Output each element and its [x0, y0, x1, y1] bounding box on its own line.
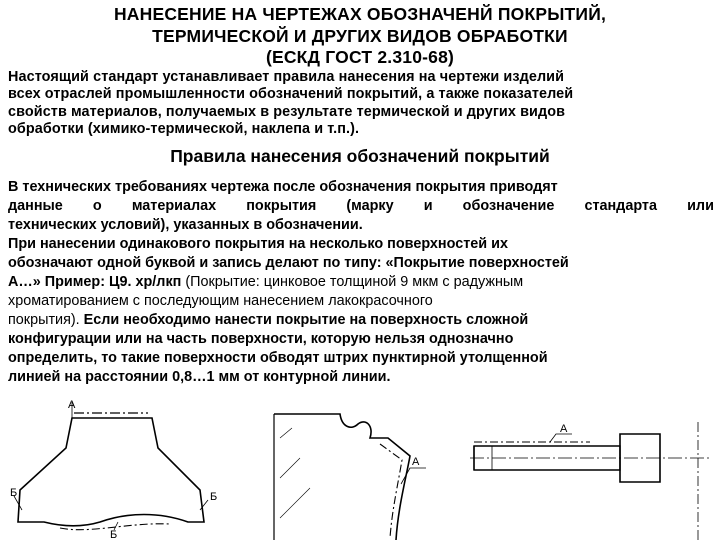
- body-line-10: определить, то такие поверхности обводят штрих пунктирной утолщенной: [8, 350, 548, 366]
- drawing-part-left: [0, 398, 240, 540]
- label-b-left: Б: [10, 487, 18, 499]
- section-heading: Правила нанесения обозначений покрытий: [170, 146, 550, 166]
- drawing-bolt-right: [470, 398, 720, 540]
- body-line-2-justified: [8, 197, 714, 216]
- body-line-3: технических условий), указанных в обозначении.: [8, 217, 363, 233]
- word: покрытия: [246, 198, 317, 214]
- label-a: А: [68, 399, 76, 411]
- title-line-2: ТЕРМИЧЕСКОЙ И ДРУГИХ ВИДОВ ОБРАБОТКИ: [152, 25, 568, 46]
- word: и: [423, 198, 433, 214]
- example-explanation: (Покрытие: цинковое толщиной 9 мкм с радужным: [181, 274, 524, 290]
- line-start: покрытия).: [8, 312, 84, 328]
- intro-line-3: свойств материалов, получаемых в результате термической и других видов: [8, 103, 566, 120]
- intro-line-4: обработки (химико-термической, наклепа и т.п.).: [8, 121, 360, 138]
- body-line-11: линией на расстоянии 0,8…1 мм от контурной линии.: [8, 369, 391, 385]
- word: о: [92, 198, 102, 214]
- body-line-9: конфигурации или на часть поверхности, которую нельзя однозначно: [8, 331, 514, 347]
- body-line-1: В технических требованиях чертежа после обозначения покрытия приводят: [8, 179, 558, 195]
- line-rest: Если необходимо нанести покрытие на поверхность сложной: [83, 312, 529, 328]
- body-line-5: обозначают одной буквой и запись делают по типу: «Покрытие поверхностей: [8, 255, 569, 271]
- label-a-right: А: [560, 423, 568, 435]
- intro-paragraph: [8, 69, 712, 139]
- document-title: [0, 4, 720, 69]
- body-line-6: [8, 273, 714, 292]
- drawing-part-middle: [270, 398, 450, 540]
- label-b-right: Б: [210, 491, 218, 503]
- title-line-1: НАНЕСЕНИЕ НА ЧЕРТЕЖАХ ОБОЗНАЧЕНЙ ПОКРЫТИЙ,: [113, 4, 607, 24]
- word: данные: [8, 198, 63, 214]
- title-line-3: (ЕСКД ГОСТ 2.310-68): [265, 47, 455, 67]
- word: обозначение: [462, 198, 555, 214]
- intro-line-1: Настоящий стандарт устанавливает правила нанесения на чертежи изделий: [8, 69, 565, 85]
- body-text: [8, 178, 714, 387]
- example-code: А…» Пример: Ц9. хр/лкп: [8, 274, 182, 290]
- body-line-8: [8, 311, 714, 330]
- word: (марку: [346, 198, 394, 214]
- body-line-4: При нанесении одинакового покрытия на несколько поверхностей их: [8, 236, 508, 252]
- intro-line-2: всех отраслей промышленности обозначений покрытий, а также показателей: [8, 86, 574, 103]
- word: материалах: [131, 198, 217, 214]
- word: или: [687, 198, 714, 214]
- word: стандарта: [584, 198, 657, 214]
- body-line-7: хроматированием с последующим нанесением лакокрасочного: [8, 293, 433, 309]
- label-a-middle: А: [412, 456, 420, 468]
- label-b-bottom: Б: [110, 529, 118, 540]
